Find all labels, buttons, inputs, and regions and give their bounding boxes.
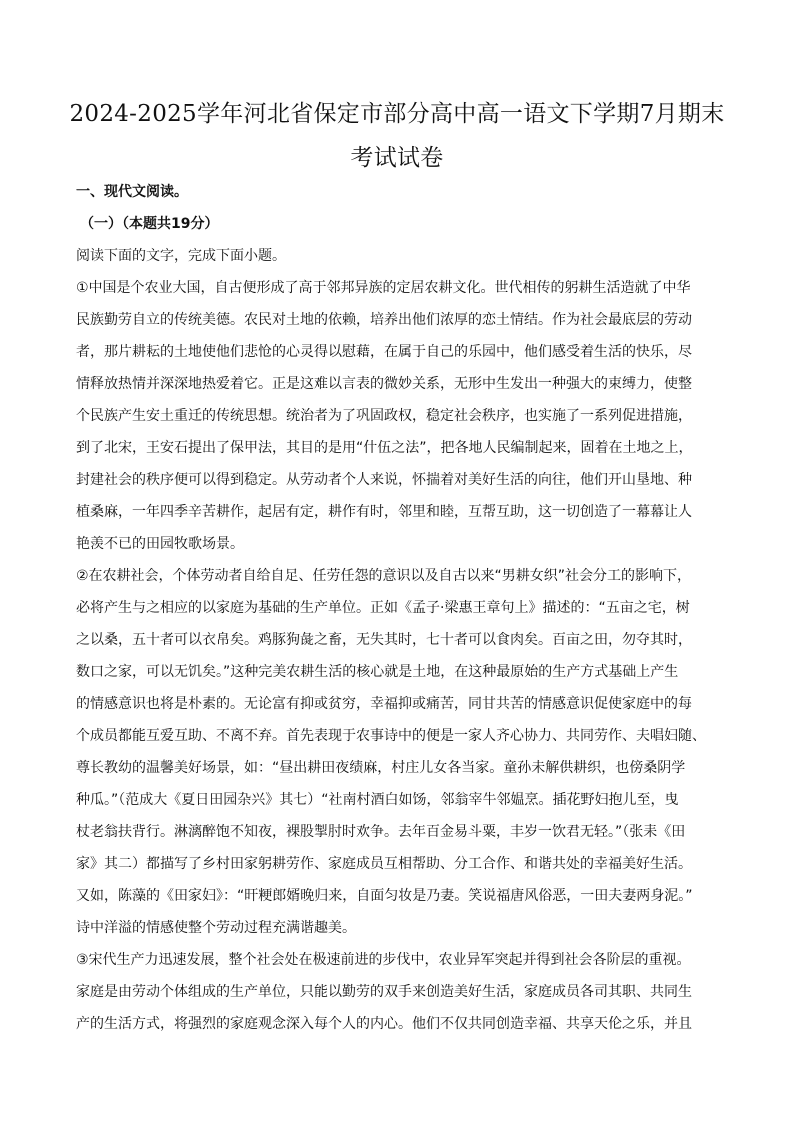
- passage-line: 产的生活方式，将强烈的家庭观念深入每个人的内心。他们不仅共同创造幸福、共享天伦之乐，并且: [76, 1016, 692, 1032]
- passage-line: ①中国是个农业大国，自古便形成了高于邻邦异族的定居农耕文化。世代相传的躬耕生活造就了中华: [76, 280, 691, 296]
- passage-line: ③宋代生产力迅速发展，整个社会处在极速前进的步伐中，农业异军突起并得到社会各阶层的重视。: [76, 952, 691, 968]
- passage-line: 必将产生与之相应的以家庭为基础的生产单位。正如《孟子·梁惠王章句上》描述的：“五亩之宅，树: [76, 600, 690, 616]
- passage-line: 到了北宋，王安石提出了保甲法，其目的是用“什伍之法”，把各地人民编制起来，固着在土地之上，: [76, 440, 693, 456]
- passage-line: 民族勤劳自立的传统美德。农民对土地的依赖，培养出他们浓厚的恋土情结。作为社会最底层的劳动: [76, 312, 692, 328]
- passage-line: 封建社会的秩序便可以得到稳定。从劳动者个人来说，怀揣着对美好生活的向往，他们开山垦地、种: [76, 472, 692, 488]
- passage-line: 的情感意识也将是朴素的。无论富有抑或贫穷，幸福抑或痛苦，同甘共苦的情感意识促使家庭中的每: [76, 696, 692, 712]
- passage-line: 个民族产生安土重迁的传统思想。统治者为了巩固政权，稳定社会秩序，也实施了一系列促进措施，: [76, 408, 692, 424]
- passage-line: 尊长教幼的温馨美好场景，如：“昼出耕田夜绩麻，村庄儿女各当家。童孙未解供耕织，也傍桑阴学: [76, 760, 686, 776]
- passage-line: 植桑麻，一年四季辛苦耕作，起居有定，耕作有时，邻里和睦，互帮互助，这一切创造了一幕幕让人: [76, 504, 692, 520]
- passage-line: 个成员都能互爱互助、不离不弃。首先表现于农事诗中的便是一家人齐心协力、共同劳作、夫唱妇随、: [76, 728, 706, 744]
- document-title-line-2: 考试试卷: [350, 145, 444, 171]
- passage-line: ②在农耕社会，个体劳动者自给自足、任劳任怨的意识以及自古以来“男耕女织”社会分工的影响下，: [76, 568, 692, 584]
- passage-line: 家》其二）都描写了乡村田家躬耕劳作、家庭成员互相帮助、分工合作、和谐共处的幸福美好生活。: [76, 856, 692, 872]
- passage-line: 又如，陈藻的《田家妇》：“旰粳郎婿晚归来，自面匀妆是乃妻。笑说福唐风俗恶，一田夫妻两身泥。”: [76, 888, 693, 904]
- section-heading: 一、现代文阅读。: [76, 184, 188, 200]
- passage-line: 家庭是由劳动个体组成的生产单位，只能以勤劳的双手来创造美好生活，家庭成员各司其职、共同生: [76, 984, 692, 1000]
- passage-line: 种瓜。”（范成大《夏日田园杂兴》其七）“社南村酒白如饧，邻翁宰牛邻媪烹。插花野妇抱儿至，曳: [76, 792, 679, 808]
- passage-line: 情释放热情并深深地热爱着它。正是这难以言表的微妙关系，无形中生发出一种强大的束缚力，使整: [76, 376, 692, 392]
- passage-line: 杖老翁扶背行。淋漓醉饱不知夜，裸股掣肘时欢争。去年百金易斗粟，丰岁一饮君无轻。”（张耒《田: [76, 824, 686, 840]
- subsection-heading: （一）（本题共19分）: [80, 216, 219, 232]
- reading-instruction: 阅读下面的文字，完成下面小题。: [76, 248, 286, 264]
- passage-line: 数口之家，可以无饥矣。”这种完美农耕生活的核心就是土地，在这种最原始的生产方式基础上产生: [76, 664, 679, 680]
- passage-line: 者，那片耕耘的土地使他们悲怆的心灵得以慰藉，在属于自己的乐园中，他们感受着生活的快乐，尽: [76, 344, 692, 360]
- passage-line: 之以桑，五十者可以衣帛矣。鸡豚狗彘之畜，无失其时，七十者可以食肉矣。百亩之田，勿夺其时，: [76, 632, 692, 648]
- document-title-line-1: 2024-2025学年河北省保定市部分高中高一语文下学期7月期末: [69, 101, 725, 127]
- passage-line: 诗中洋溢的情感使整个劳动过程充满谐趣美。: [76, 920, 356, 936]
- passage-line: 艳羡不已的田园牧歌场景。: [76, 536, 244, 552]
